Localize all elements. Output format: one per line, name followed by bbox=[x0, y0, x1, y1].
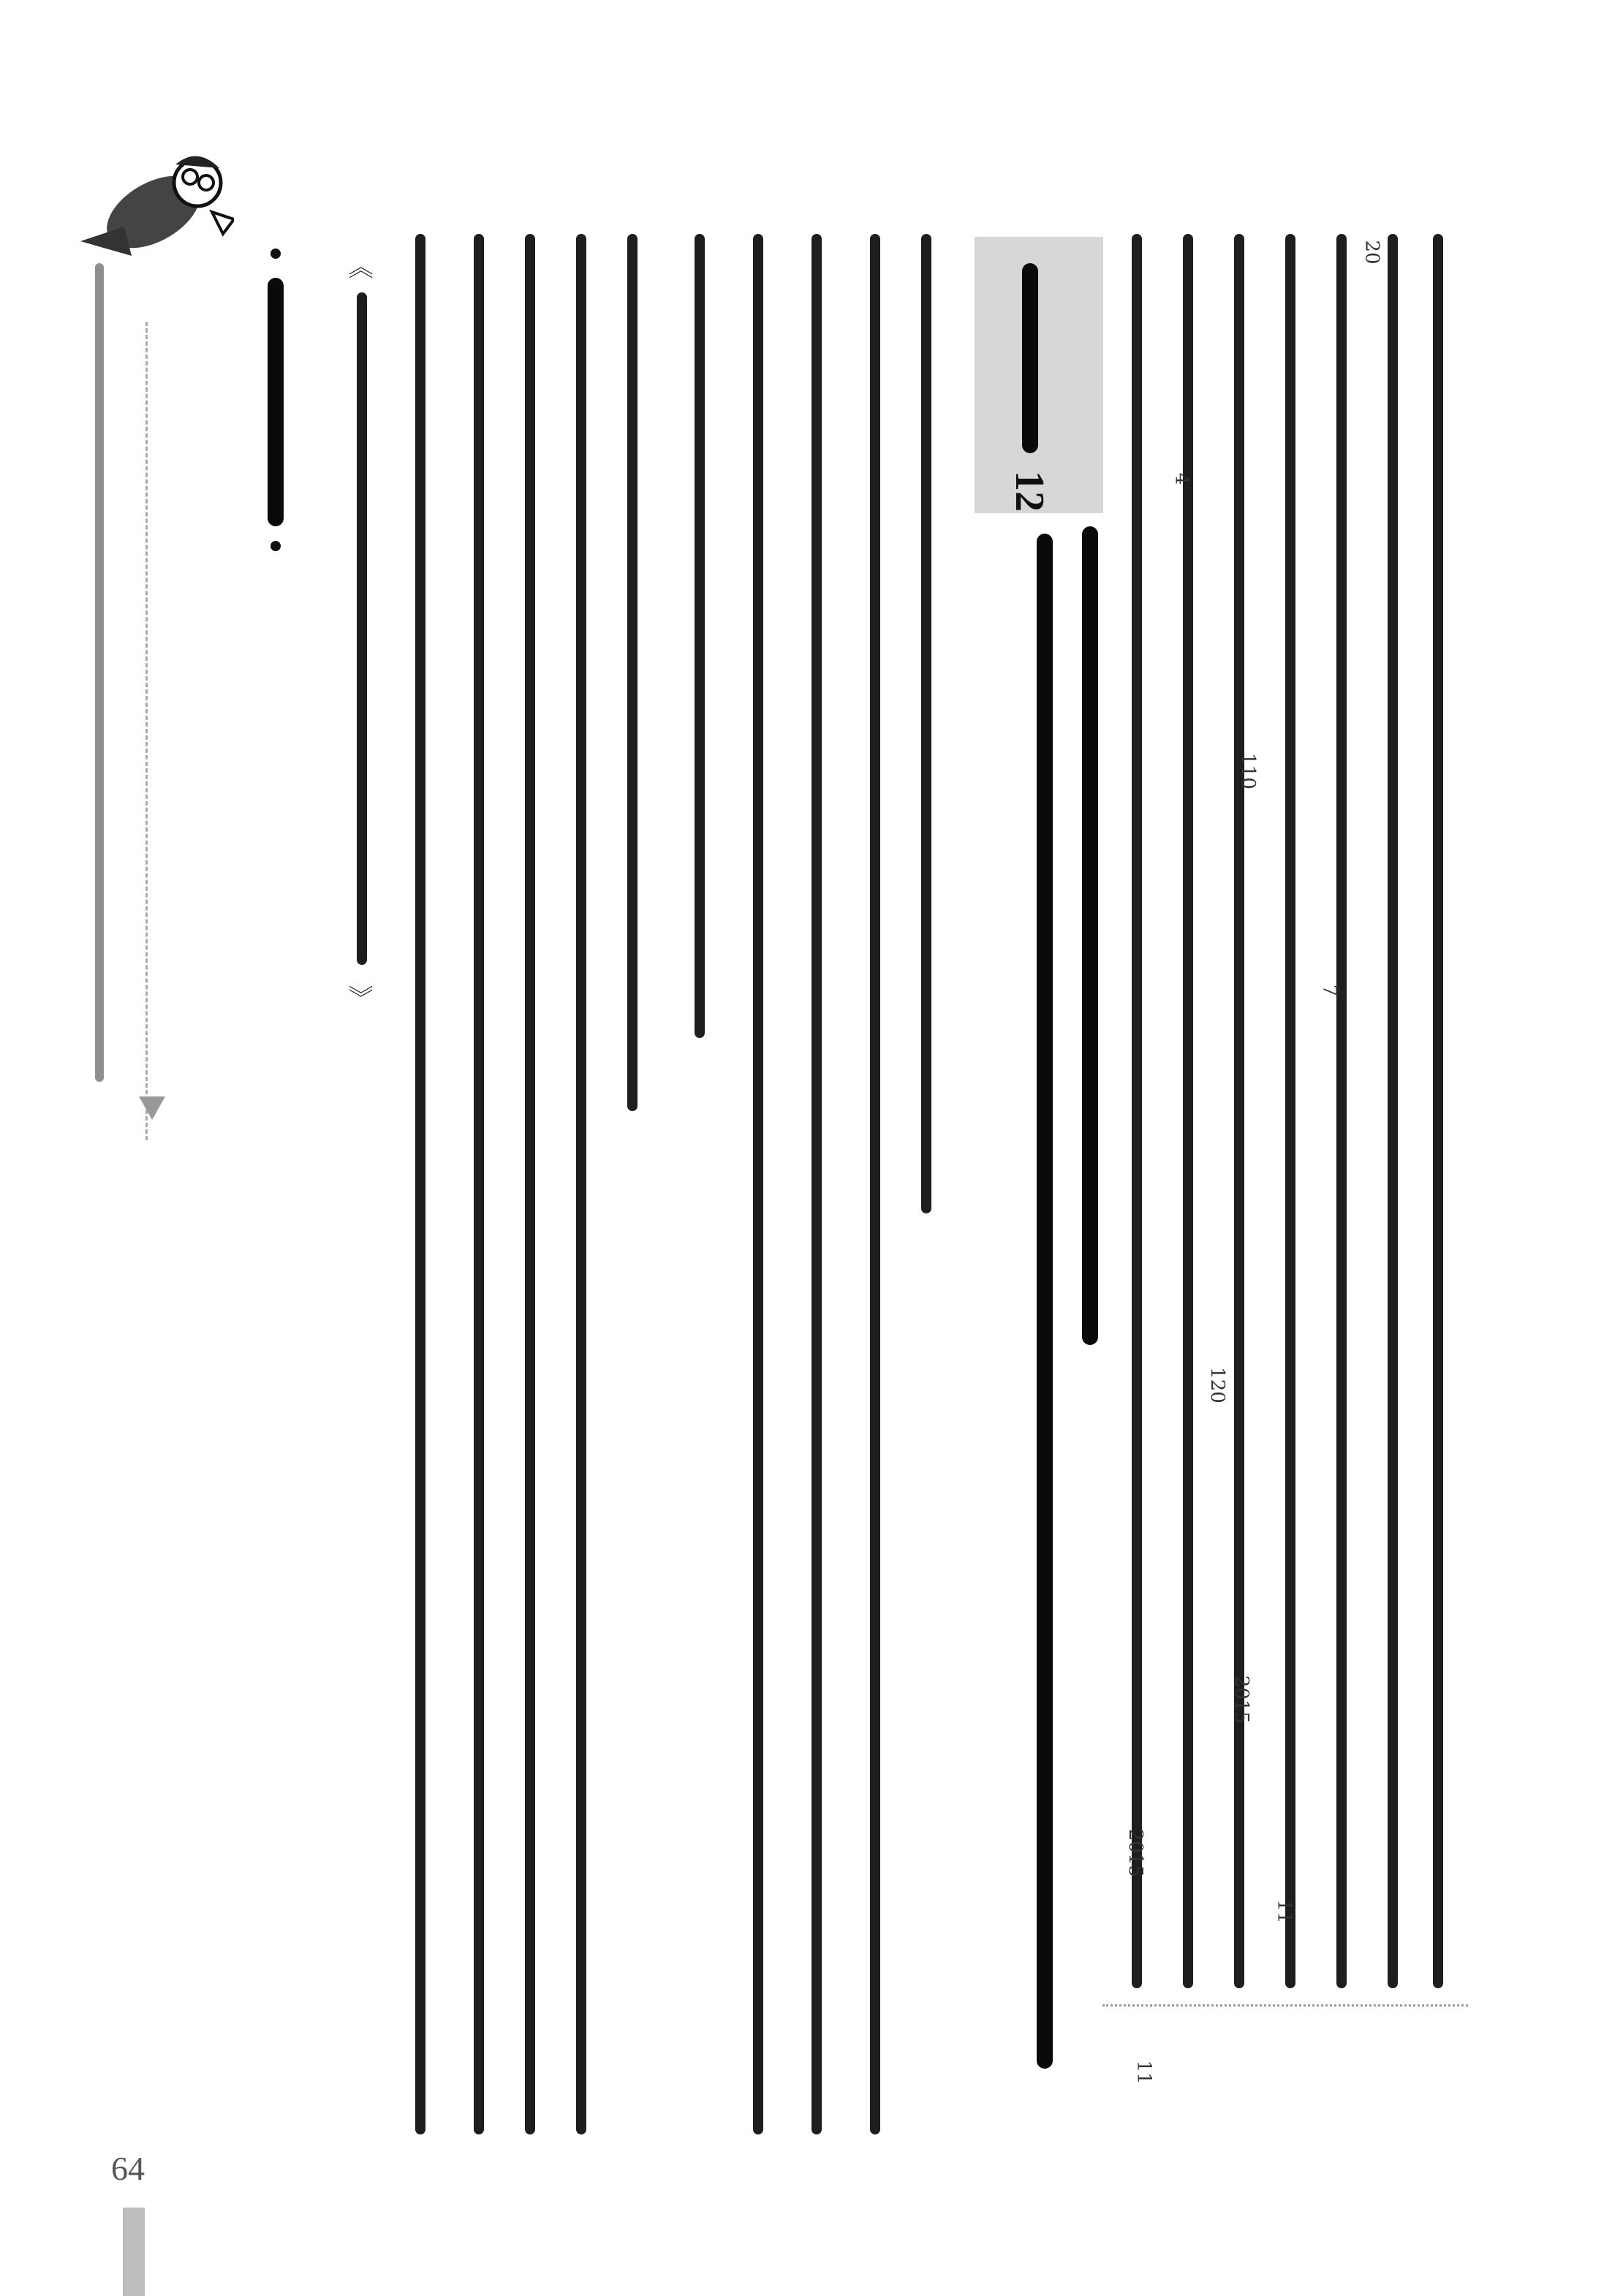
quote-open: 《 bbox=[344, 254, 374, 279]
header-separator bbox=[145, 322, 148, 1140]
page-edge-marker bbox=[123, 2208, 145, 2296]
bullet bbox=[270, 249, 281, 259]
numeral-2015-a: 2015 bbox=[1124, 1828, 1147, 1878]
numeral-11-b: 11 bbox=[1273, 1899, 1295, 1924]
numeral-4: 4 bbox=[1170, 472, 1193, 485]
numeral-20: 20 bbox=[1361, 240, 1383, 265]
dotted-separator bbox=[1102, 2004, 1468, 2007]
numeral-2015-b: 2015 bbox=[1230, 1675, 1253, 1724]
header-arrow-icon bbox=[139, 1096, 165, 1120]
numeral-11-a: 11 bbox=[1132, 2060, 1155, 2085]
numeral-110: 110 bbox=[1236, 753, 1259, 789]
mascot-icon bbox=[66, 132, 234, 278]
numeral-7: 7 bbox=[1318, 984, 1341, 997]
lesson-number: 12 bbox=[1007, 471, 1052, 512]
page-number: 64 bbox=[111, 2150, 145, 2187]
numeral-120: 120 bbox=[1206, 1367, 1228, 1403]
quote-close: 》 bbox=[344, 985, 374, 1010]
